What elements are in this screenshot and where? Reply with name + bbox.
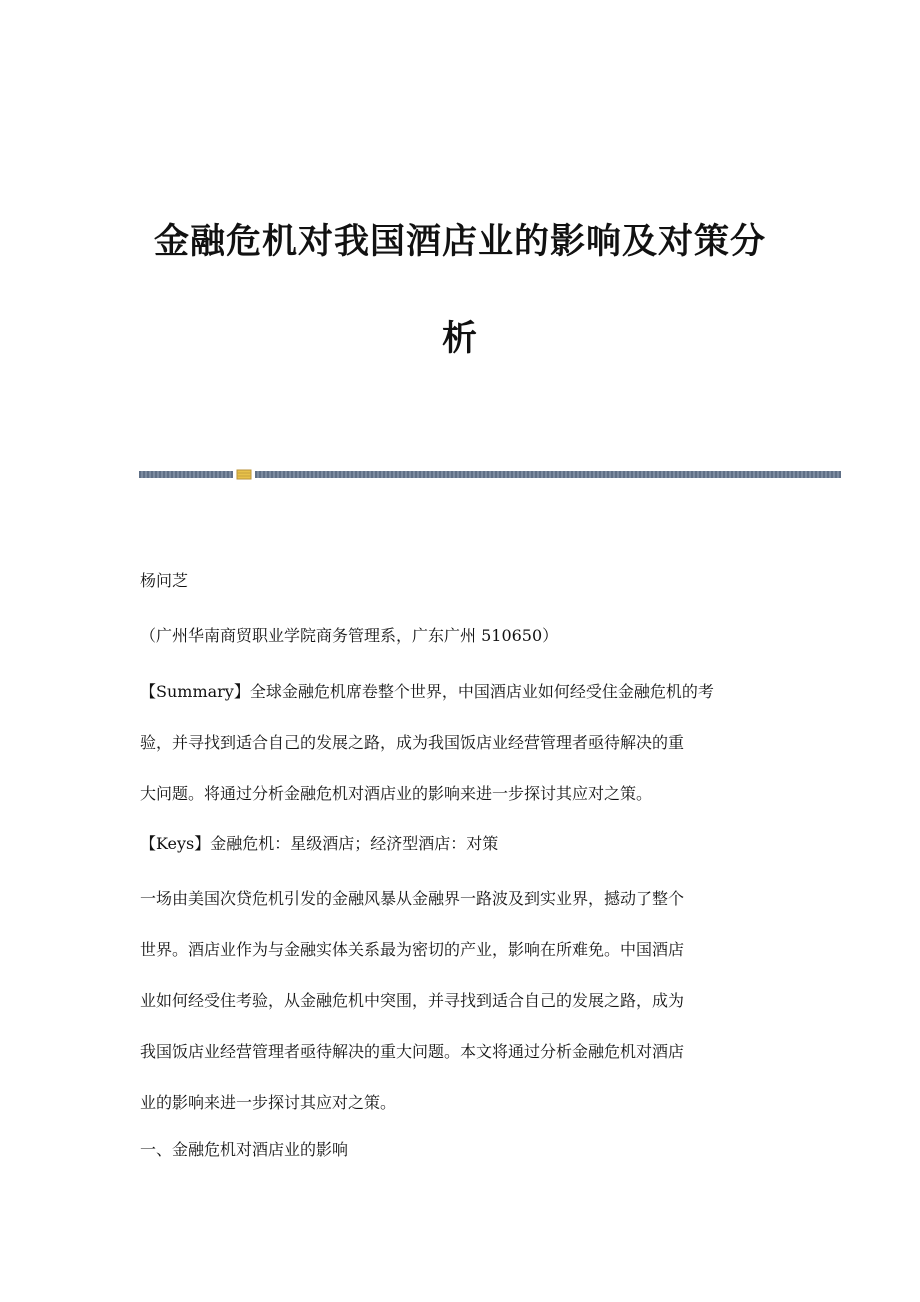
- body-line: 业如何经受住考验，从金融危机中突围，并寻找到适合自己的发展之路，成为: [140, 991, 685, 1010]
- summary-line: 【Summary】全球金融危机席卷整个世界，中国酒店业如何经受住金融危机的考: [140, 682, 714, 701]
- body-line: 业的影响来进一步探讨其应对之策。: [140, 1093, 397, 1112]
- keywords: 【Keys】金融危机：星级酒店；经济型酒店：对策: [140, 834, 499, 853]
- body-line: 一场由美国次贷危机引发的金融风暴从金融界一路波及到实业界，撼动了整个: [140, 889, 685, 908]
- body-paragraph: [140, 873, 790, 1128]
- summary-line: 大问题。将通过分析金融危机对酒店业的影响来进一步探讨其应对之策。: [140, 784, 653, 803]
- document-title-line-2: 析: [441, 318, 478, 359]
- divider-ornament-icon: [236, 469, 252, 480]
- section-heading: 一、金融危机对酒店业的影响: [140, 1140, 349, 1159]
- body-line: 我国饭店业经营管理者亟待解决的重大问题。本文将通过分析金融危机对酒店: [140, 1042, 685, 1061]
- body-line: 世界。酒店业作为与金融实体关系最为密切的产业，影响在所难免。中国酒店: [140, 940, 685, 959]
- author-name: 杨问芝: [140, 571, 189, 590]
- divider-bar-left: [139, 471, 233, 478]
- summary-line: 验，并寻找到适合自己的发展之路，成为我国饭店业经营管理者亟待解决的重: [140, 733, 685, 752]
- divider-bar-right: [255, 471, 841, 478]
- summary-paragraph: [140, 666, 790, 819]
- author-affiliation: （广州华南商贸职业学院商务管理系，广东广州 510650）: [140, 626, 559, 645]
- title-divider: [139, 469, 841, 480]
- document-title-line-1: 金融危机对我国酒店业的影响及对策分: [153, 221, 766, 262]
